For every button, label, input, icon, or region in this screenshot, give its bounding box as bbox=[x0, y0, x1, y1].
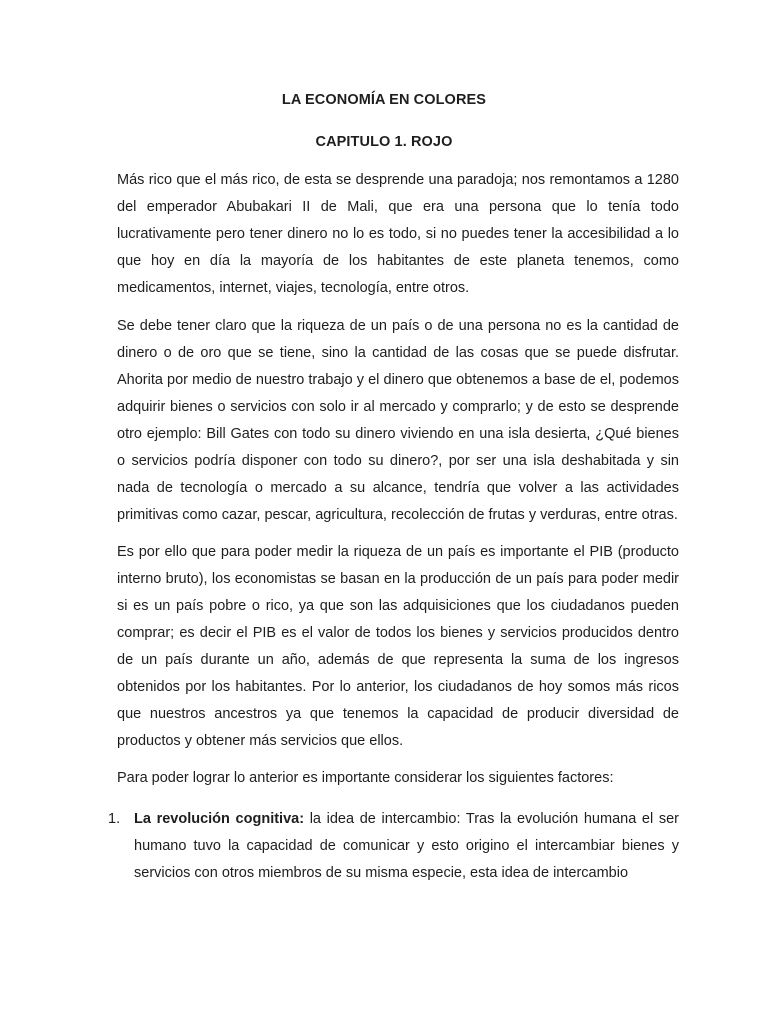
paragraph-3: Es por ello que para poder medir la riqueza de un país es importante el PIB (producto interno bruto), los economistas se basan en la producción de un país para poder medir si es un país pobre o rico, ya que son las adquisiciones que los ciudadanos pueden comprar; es decir el PIB es el valor de todos los bienes y servicios producidos dentro de un país durante un año, además de que representa la suma de los ingresos obtenidos por los habitantes. Por lo anterior, los ciudadanos de hoy somos más ricos que nuestros ancestros ya que tenemos la capacidad de producir diversidad de productos y obtener más servicios que ellos. bbox=[117, 544, 679, 749]
paragraph-1: Más rico que el más rico, de esta se desprende una paradoja; nos remontamos a 1280 del emperador Abubakari II de Mali, que era una persona que lo tenía todo lucrativamente pero tener dinero no lo es todo, si no puedes tener la accesibilidad a lo que hoy en día la mayoría de los habitantes de este planeta tenemos, como medicamentos, internet, viajes, tecnología, entre otros. bbox=[117, 172, 679, 296]
list-text: la idea de intercambio: Tras la evolución humana el ser humano tuvo la capacidad de comunicar y esto origino el intercambiar bienes y servicios con otros miembros de su misma especie, esta idea de intercambio bbox=[134, 811, 680, 881]
paragraph-4: Para poder lograr lo anterior es importante considerar los siguientes factores: bbox=[117, 770, 614, 786]
chapter-title: CAPITULO 1. ROJO bbox=[315, 134, 453, 150]
document-title: LA ECONOMÍA EN COLORES bbox=[281, 92, 487, 108]
list-number: 1. bbox=[108, 811, 121, 827]
list-term: La revolución cognitiva: bbox=[134, 811, 305, 827]
list-body bbox=[134, 806, 679, 887]
paragraph-2: Se debe tener claro que la riqueza de un país o de una persona no es la cantidad de dinero o de oro que se tiene, sino la cantidad de las cosas que se puede disfrutar. Ahorita por medio de nuestro trabajo y el dinero que obtenemos a base de el, podemos adquirir bienes o servicios con solo ir al mercado y comprarlo; y de esto se desprende otro ejemplo: Bill Gates con todo su dinero viviendo en una isla desierta, ¿Qué bienes o servicios podría disponer con todo su dinero?, por ser una isla deshabitada y sin nada de tecnología o mercado a su alcance, tendría que volver a las actividades primitivas como cazar, pescar, agricultura, recolección de frutas y verduras, entre otras. bbox=[117, 318, 679, 523]
